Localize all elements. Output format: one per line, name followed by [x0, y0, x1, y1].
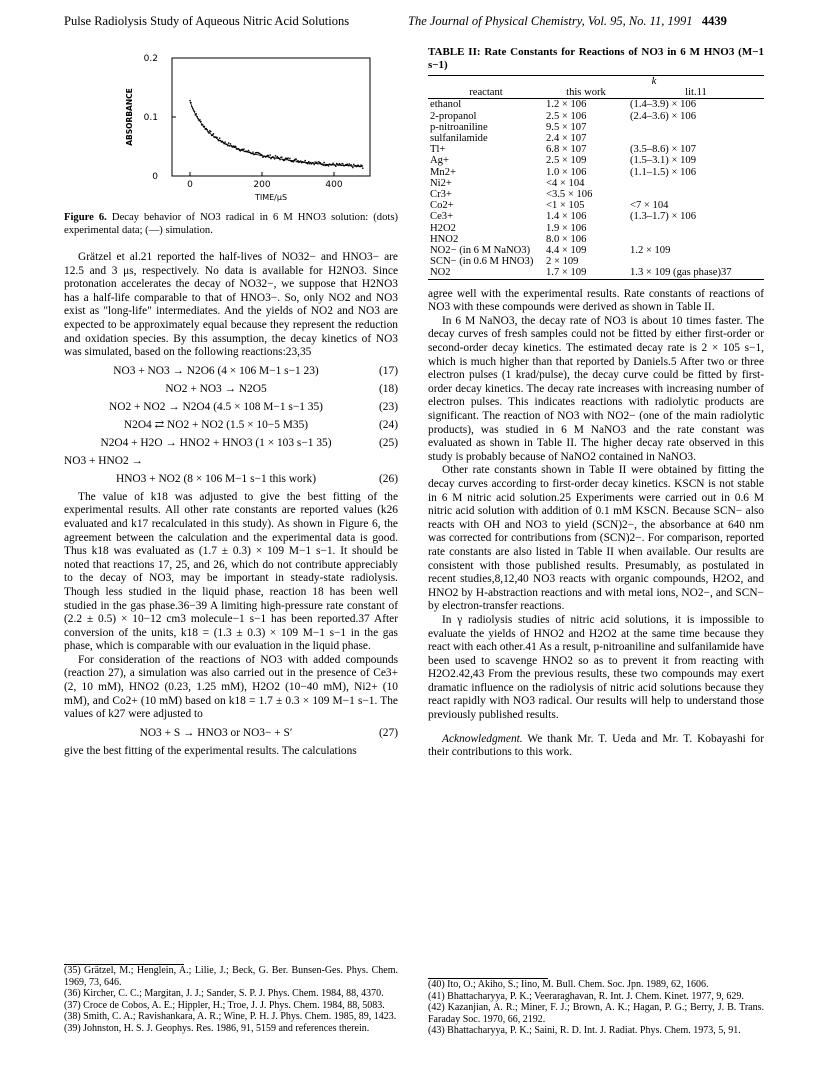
table-cell-this-work: 2.5 × 106	[546, 110, 587, 122]
reference-item: (35) Grätzel, M.; Henglein, A.; Lilie, J.; Beck, G. Ber. Bunsen-Ges. Phys. Chem. 1969, 73, 646.	[64, 965, 398, 988]
table-cell-this-work: 1.9 × 106	[546, 222, 587, 234]
equation-text: NO2 + NO2 → N2O4 (4.5 × 108 M−1 s−1 35)	[109, 400, 323, 413]
table-cell-lit	[628, 256, 764, 267]
data-point	[313, 164, 315, 166]
table-cell-reactant: NO2	[428, 267, 544, 279]
table-cell-this-work: 4.4 × 109	[546, 245, 587, 257]
equation-number: (27)	[379, 726, 398, 739]
acknowledgment-label: Acknowledgment.	[442, 732, 523, 745]
table-cell-lit: 1.3 × 109 (gas phase)37	[628, 267, 764, 279]
data-point	[350, 164, 352, 166]
equation-number: (25)	[379, 436, 398, 449]
table-cell-reactant: Tl+	[430, 144, 446, 156]
table-cell-this-work: 9.5 × 107	[546, 121, 587, 133]
table-cell-this-work: 1.4 × 106	[546, 211, 587, 223]
table-caption: TABLE II: Rate Constants for Reactions of NO3 in 6 M HNO3 (M−1 s−1)	[428, 46, 764, 71]
left-column	[64, 212, 398, 758]
simulation-line	[190, 102, 363, 167]
equation-text: NO3 + NO3 → N2O6 (4 × 106 M−1 s−1 23)	[113, 364, 319, 377]
table-cell-this-work: <3.5 × 106	[546, 189, 593, 201]
table-cell-reactant: p-nitroaniline	[430, 121, 488, 133]
table-cell-this-work: 2.4 × 107	[546, 133, 587, 145]
table-row	[428, 167, 764, 178]
data-point	[268, 155, 270, 157]
reference-item: (36) Kircher, C. C.; Margitan, J. J.; Sander, S. P. J. Phys. Chem. 1984, 88, 4370.	[64, 988, 384, 1000]
x-tick-label: 0	[187, 180, 193, 190]
data-point	[362, 167, 364, 169]
equation-text: HNO3 + NO2 (8 × 106 M−1 s−1 this work)	[115, 472, 317, 485]
reference-item: (39) Johnston, H. S. J. Geophys. Res. 1986, 91, 5159 and references therein.	[64, 1022, 370, 1034]
figure-caption-text: Decay behavior of NO3 radical in 6 M HNO3 solution: (dots) experimental data; (—) simulation.	[64, 212, 398, 236]
running-header-title: Pulse Radiolysis Study of Aqueous Nitric Acid Solutions	[64, 14, 350, 28]
equation-block	[64, 364, 398, 487]
reference-item: (40) Ito, O.; Akiho, S.; Iino, M. Bull. Chem. Soc. Jpn. 1989, 62, 1606.	[428, 979, 709, 990]
data-point	[289, 158, 291, 160]
equation-text: NO2 + NO3 → N2O5	[165, 382, 267, 395]
data-point	[335, 165, 337, 167]
table-col-reactant: reactant	[428, 87, 544, 99]
table-row	[428, 267, 764, 279]
table-col-lit: lit.11	[628, 87, 764, 99]
table-row	[428, 245, 764, 256]
data-point	[323, 162, 325, 164]
table-row	[428, 189, 764, 200]
equation-number: (18)	[379, 382, 398, 395]
data-point	[248, 150, 250, 152]
table-cell-this-work: 6.8 × 107	[546, 144, 587, 156]
data-point	[213, 133, 215, 135]
table-cell-this-work: <1 × 105	[546, 200, 585, 212]
table-cell-reactant: HNO2	[430, 233, 459, 245]
table-row	[428, 122, 764, 133]
paragraph: agree well with the experimental results. Rate constants of reactions of NO3 with these compounds were derived as shown in Table II.	[428, 287, 764, 314]
table-row	[428, 200, 764, 211]
data-point	[293, 161, 295, 163]
paragraph: Other rate constants shown in Table II were obtained by fitting the decay curves according to first-order decay kinetics. KSCN is not stable in 6 M nitric acid solution.25 Experiments were carried out in 0.6 M nitric acid solution with addition of 0.1 mM KSCN. Because SCN− also reacts with OH and NO3 to yield (SCN)2−, the absorbance at 640 nm was corrected for contributions from (SCN)2−. For comparison, reported rate constants are also listed in Table II when available. Our results are consistent with those published results. Presumably, as postulated in recent studies,8,12,40 NO3 reacts with organic compounds, H2O2, and HNO2 by H-abstraction reactions and with metal ions, NO2−, and SCN− by electron-transfer reactions.	[428, 464, 764, 613]
table-cell-lit: (1.1–1.5) × 106	[630, 166, 696, 178]
equation-text: NO3 + S → HNO3 or NO3− + S′	[139, 726, 293, 739]
table-col-this-work: this work	[544, 87, 628, 99]
equation-number: (24)	[379, 418, 398, 431]
data-point	[316, 161, 318, 163]
table-cell-reactant: ethanol	[430, 99, 462, 111]
data-point	[347, 163, 349, 165]
reference-item: (41) Bhattacharyya, P. K.; Veeraraghavan, R. Int. J. Chem. Kinet. 1977, 9, 629.	[428, 990, 744, 1002]
page-number: 4439	[701, 14, 727, 28]
table-cell-lit: (1.4–3.9) × 106	[630, 99, 696, 111]
table-cell-lit	[628, 178, 764, 189]
equation	[64, 382, 398, 397]
table-cell-reactant: NO2− (in 6 M NaNO3)	[430, 245, 531, 257]
table-cell-this-work: 1.2 × 106	[546, 99, 587, 111]
table-cell-reactant: Cr3+	[430, 189, 452, 201]
data-point	[322, 164, 324, 166]
table-cell-this-work: 1.0 × 106	[546, 166, 587, 178]
table-cell-lit: (2.4–3.6) × 106	[630, 110, 696, 122]
paragraph: In γ radiolysis studies of nitric acid solutions, it is impossible to evaluate the yields of HNO2 and H2O2 at the same time because they react with each other.41 As a result, p-nitroaniline and sulfanilamide have been used to scavenge HNO2 so as to prevent it from reacting with H2O2.42,43 From the previous results, these two compounds may exert dramatic influence on the radiolysis of nitric acid solutions because they react rapidly with NO3 radical. Our results will help to understand those previously published results.	[428, 613, 764, 722]
equation-number	[368, 454, 398, 469]
data-point	[224, 141, 226, 143]
y-axis-label: ABSORBANCE	[125, 88, 134, 146]
reference-item: (38) Smith, C. A.; Ravishankara, A. R.; Wine, P. H. J. Phys. Chem. 1985, 89, 1423.	[64, 1011, 397, 1023]
data-point	[189, 100, 191, 102]
paragraph: For consideration of the reactions of NO3 with added compounds (reaction 27), a simulation was also carried out in the presence of Ce3+ (2, 10 mM), HNO2 (0.23, 1.25 mM), H2O2 (10−40 mM), Ni2+ (10 mM), and Co2+ (10 mM) based on k18 = 1.7 ± 0.3 × 109 M−1 s−1. The values of k27 were adjusted to	[64, 653, 398, 721]
reference-item: (37) Croce de Cobos, A. E.; Hippler, H.; Troe, J. J. Phys. Chem. 1984, 88, 5083.	[64, 999, 385, 1011]
table-cell-reactant: SCN− (in 0.6 M HNO3)	[430, 256, 534, 268]
data-point	[275, 155, 277, 157]
table-row	[428, 256, 764, 267]
figure-caption-label: Figure 6.	[64, 212, 107, 223]
right-column	[428, 46, 764, 760]
paragraph: In 6 M NaNO3, the decay rate of NO3 is about 10 times faster. The decay curves of fresh samples could not be fitted by either first-order or second-order decay kinetics. The estimated decay rate is 2 × 105 s−1, which is much higher than that reported by Daniels.5 After two or three electron pulses (1 krad/pulse), the decay curve could be fitted by first-order decay kinetics. The decay rate increases with increasing number of electron pulses. This indicates reactions with radiolytic products are significant. The reaction of NO3 with NO2− (one of the main radiolytic products), was studied in 6 M NaNO3 and the rate constant was evaluated as shown in Table II. The higher decay rate observed in this study is probably because of NaNO2 contained in NaNO3.	[428, 314, 764, 463]
table-row	[428, 155, 764, 166]
data-point	[219, 137, 221, 139]
table-cell-lit	[628, 122, 764, 133]
data-point	[352, 167, 354, 169]
table-row	[428, 211, 764, 222]
table-row	[428, 223, 764, 234]
table-cell-lit	[628, 189, 764, 200]
equation	[64, 400, 398, 415]
table-row	[428, 133, 764, 144]
table-cell-lit: (1.3–1.7) × 106	[630, 211, 696, 223]
table-cell-lit	[628, 133, 764, 144]
equation	[64, 436, 398, 451]
table-cell-this-work: 2.5 × 109	[546, 155, 587, 167]
equation-text: NO3 + HNO2 →	[64, 454, 143, 467]
table-cell-reactant: Ni2+	[430, 177, 452, 189]
x-tick-label: 200	[253, 180, 271, 190]
equation-number: (26)	[379, 472, 398, 485]
data-point	[243, 148, 245, 150]
table-cell-lit: 1.2 × 109	[630, 245, 671, 257]
table-row	[428, 234, 764, 245]
table-cell-reactant: Ce3+	[430, 211, 454, 223]
journal-citation: The Journal of Physical Chemistry, Vol. 95, No. 11, 1991	[408, 14, 693, 28]
table-row	[428, 178, 764, 189]
table-cell-reactant: sulfanilamide	[430, 133, 488, 145]
data-point	[307, 163, 309, 165]
equation	[64, 364, 398, 379]
data-point	[252, 151, 254, 153]
table-row	[428, 111, 764, 122]
table-cell-lit: (1.5–3.1) × 109	[630, 155, 696, 167]
table-k-header: k	[651, 76, 657, 87]
table-cell-lit: (3.5–8.6) × 107	[630, 144, 696, 156]
equation-number: (23)	[379, 400, 398, 413]
data-point	[281, 156, 283, 158]
data-point	[353, 164, 355, 166]
table-cell-reactant: H2O2	[430, 222, 456, 234]
left-references	[64, 964, 398, 1035]
table-cell-this-work: 8.0 × 106	[546, 233, 587, 245]
data-point	[228, 142, 230, 144]
paragraph: give the best fitting of the experimental results. The calculations	[64, 744, 357, 757]
y-tick-label: 0	[152, 172, 158, 182]
data-point	[304, 160, 306, 162]
table-cell-this-work: 2 × 109	[546, 256, 579, 268]
equation-text: N2O4 ⇄ NO2 + NO2 (1.5 × 10−5 M35)	[123, 418, 309, 431]
data-point	[230, 143, 232, 145]
data-point	[295, 158, 297, 160]
y-tick-label: 0.2	[143, 54, 158, 64]
table-cell-lit	[628, 223, 764, 234]
table-cell-this-work: 1.7 × 109	[544, 267, 628, 279]
data-point	[342, 163, 344, 165]
table-cell-reactant: Mn2+	[430, 166, 456, 178]
right-references	[428, 978, 764, 1037]
table-row	[428, 99, 764, 111]
table-cell-this-work: <4 × 104	[546, 177, 585, 189]
equation-number: (17)	[379, 364, 398, 377]
data-point	[287, 157, 289, 159]
rate-constant-table	[428, 75, 764, 280]
data-point	[210, 131, 212, 133]
table-cell-reactant: 2-propanol	[430, 110, 477, 122]
equation-27	[64, 726, 398, 741]
data-point	[269, 154, 271, 156]
running-header-journal	[408, 14, 727, 29]
equation	[64, 418, 398, 433]
figure-6	[80, 48, 380, 208]
data-point	[308, 161, 310, 163]
reference-item: (42) Kazanjian, A. R.; Miner, F. J.; Brown, A. K.; Hagan, P. G.; Berry, J. B. Trans. Faraday Soc. 1970, 66, 2192.	[428, 1002, 764, 1025]
table-cell-lit: <7 × 104	[630, 200, 669, 212]
table-cell-reactant: Ag+	[430, 155, 449, 167]
data-point	[328, 165, 330, 167]
paragraph: The value of k18 was adjusted to give the best fitting of the experimental results. All other rate constants are reported values (k26 evaluated and k17 recalculated in this study). As shown in Figure 6, the agreement between the calculation and the experimental data is good. Thus k18 was evaluated as (1.7 ± 0.3) × 109 M−1 s−1. It should be noted that reactions 17, 25, and 26, which do not contribute appreciably to the decay of NO3, may be important in steady-state radiolysis. Though less studied in the liquid phase, reaction 18 has been well studied in the gas phase.36−39 A limiting high-pressure rate constant of (2.2 ± 0.5) × 10−12 cm3 molecule−1 s−1 has been reported.37 After conversion of the units, k18 = (1.3 ± 0.3) × 109 M−1 s−1 in the gas phase, which is comparable with our evaluation in the liquid phase.	[64, 490, 398, 653]
x-axis-label: TIME/μS	[254, 193, 288, 202]
paragraph: Grätzel et al.21 reported the half-lives of NO32− and HNO3− are 12.5 and 3 μs, respectively. No data is available for H2NO3. Since protonation accelerates the decay of NO32−, we suppose that H2NO3 has a half-life comparable to that of HNO3−. So, only NO2 and NO3 exist as "long-life" intermediates. And the yields of NO2 and NO3 are expected to be approximately equal because they represent the reduction and oxidation species. By this assumption, the decay kinetics of NO3 was simulated, based on the following reactions:23,35	[64, 251, 398, 359]
acknowledgment-text: We thank Mr. T. Ueda and Mr. T. Kobayashi for their contributions to this work.	[428, 732, 764, 759]
x-tick-label: 400	[325, 180, 343, 190]
table-cell-lit	[628, 234, 764, 245]
y-tick-label: 0.1	[143, 113, 158, 123]
acknowledgment	[428, 733, 764, 760]
decay-chart	[80, 48, 380, 208]
data-point	[332, 162, 334, 164]
table-cell-reactant: Co2+	[430, 200, 454, 212]
equation-text: N2O4 + H2O → HNO2 + HNO3 (1 × 103 s−1 35)	[100, 436, 332, 449]
figure-caption	[64, 212, 398, 237]
equation	[64, 454, 398, 469]
table-row	[428, 144, 764, 155]
reference-item: (43) Bhattacharyya, P. K.; Saini, R. D. Int. J. Radiat. Phys. Chem. 1973, 5, 91.	[428, 1025, 741, 1037]
data-point	[349, 163, 351, 165]
equation	[64, 472, 398, 487]
